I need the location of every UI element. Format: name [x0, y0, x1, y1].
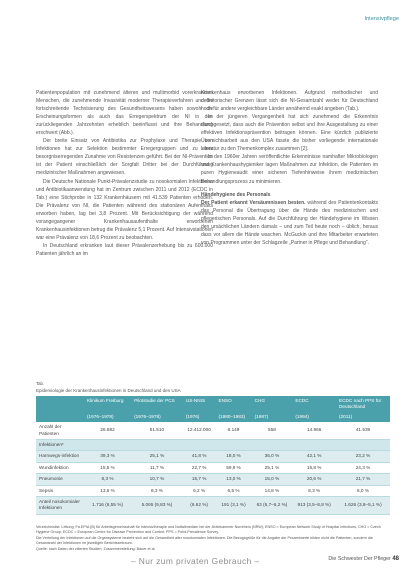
lead-in: Der Patient erkannt Versäumnissen besten.	[201, 199, 306, 206]
table-cell: Anzahl der Patienten	[36, 422, 84, 439]
table-cell: 15,5 %	[84, 462, 131, 473]
table-cell: 6,5 %	[215, 485, 251, 496]
right-text-column	[201, 89, 378, 247]
table-cell: Sepsis	[36, 485, 84, 496]
footnote: Verzeichnislist: Leitung; Fa.EPIA (B) für Arbeitsgemeinschaft für Intensivtherapie und Notfallmedizin bei der Ärztekammer Nordrhein (NRW); ENSO = European Network Study of Hospital Infections; CHG = Czech Hygiene Group; ECDC = European Centre for Disease Prevention and Control; PPS = Point-Prevalence Survey.	[36, 525, 381, 535]
paragraph: Der breite Einsatz von Antibiotika zur Prophylaxe und Therapie von Infektionen hat zur Selektion bestimmter Erregergruppen und zu einer besorgniserregenden Zunahme von Resistenzen geführt. Bei der NI-Prävention ist der Patient einschließlich der Sorgfalt Dritter bei der Durchführung medizinischer Maßnahmen angewiesen.	[36, 138, 213, 177]
left-text-column	[36, 89, 213, 258]
table-cell: 42,1 %	[292, 451, 336, 462]
table-cell: 1.716 (6,55 %)	[84, 497, 131, 515]
table-subheader-row	[36, 413, 390, 422]
table-header-cell: Klinikum Freiburg	[84, 396, 131, 413]
paragraph	[201, 199, 378, 247]
table-header-cell: ECDC nach PPS für Deutschland	[336, 396, 390, 413]
table-cell: 39,3 %	[84, 451, 131, 462]
table-cell: 36,0 %	[252, 451, 293, 462]
table-cell: Harnwegs-infektion	[36, 451, 84, 462]
table-label: Tab.	[36, 381, 45, 386]
paragraph: In Deutschland erkranken laut dieser Prävalenzerhebung bis zu 600.000 Patienten jährlich an im	[36, 242, 213, 257]
table-cell: 12.412.000	[183, 422, 216, 439]
table-header-cell	[36, 396, 84, 413]
table-cell: (6.62 %)	[183, 497, 216, 515]
table-header-cell: CHG	[252, 396, 293, 413]
table-header-cell: Pilotstudie der PCS	[131, 396, 183, 413]
table-cell: 15,8 %	[292, 462, 336, 473]
table-cell: 191 (3,1 %)	[215, 497, 251, 515]
table-cell: 6.149	[215, 422, 251, 439]
table-cell: Wundinfektion	[36, 462, 84, 473]
table-cell: 22,7 %	[183, 462, 216, 473]
table-header-cell: (1980–1983)	[215, 413, 251, 422]
table-cell: 21,7 %	[336, 474, 390, 485]
paragraph: Die Deutsche Nationale Punkt-Prävalenzstudie zu nosokomialen Infektionen und Antibiotikaanwendung hat im Zentrum zwischen 2011 und 2012 (ECDC in Tab.) eine Stichprobe in 132 Krankenhäusern mit 41.539 Patienten erhoben. Die Prävalenz von NI, die Patienten während des stationären Aufenthalts erworben haben, lag bei 3,8 Prozent. Mit Berücksichtigung der während vorangegangener Krankenhausaufenthalte erworbenen Krankenhausinfektionen betrug die Prävalenz 5,1 Prozent. Auf Intensivstationen war eine Prävalenz von 18,6 Prozent zu beobachten.	[36, 178, 213, 241]
table-cell: 15,7 %	[183, 474, 216, 485]
table-cell: 15,0 %	[252, 474, 293, 485]
table-cell: 25,1 %	[252, 462, 293, 473]
table-cell: 51.510	[131, 422, 183, 439]
paragraph: Patientenpopulation mit zunehmend älteren und multimorbid vorerkrankten Menschen, die zunehmende Invasivität moderner Therapieverfahren und die fortschreitende Technisierung des Gesundheitswesens haben sowohl die Erscheinungsformen als auch das Erregerspektrum der NI in den zurückliegenden Jahrzehnten erheblich beeinflusst und ihre Behandlung erschwert (Abb.).	[36, 90, 213, 137]
table-cell: 63 (6,7–6,2 %)	[252, 497, 293, 515]
table-header-cell	[36, 413, 84, 422]
paragraph: Krankenhaus erworbenen Infektionen. Aufgrund methodischer und definitorischer Grenzen lässt sich die NI-Gesamtzahl weder für Deutschland noch für andere vergleichbare Länder annähernd exakt angeben (Tab.).	[201, 90, 378, 113]
table-cell: 13,6 %	[84, 485, 131, 496]
table-cell: 41.539	[336, 422, 390, 439]
table-cell: 8,3 %	[292, 485, 336, 496]
page-footer	[328, 556, 399, 562]
table-cell: 1.626 (3,8–5,1 %)	[336, 497, 390, 515]
paragraph-body: während des Patientenkontakts das Personal die Übertragung über die Hände des medizinischen und pflegerischen Personals. Auf die Durchführung der Händehygiene im Wissen den ursächlichen Ländern damals – und zum Teil heute noch – üblich, heraus dass vor allem die Hände waschen. McGuckin und ihre Mitarbeiter erwarteten von Programmen unter der Schlagzeile „Partner in Pflege und Behandlung“.	[201, 199, 379, 246]
table-cell: 6,2 %	[183, 485, 216, 496]
table-cell: 25,1 %	[131, 451, 183, 462]
table-cell: 14,8 %	[252, 485, 293, 496]
table-cell: 23,2 %	[336, 451, 390, 462]
table-header-cell: US-NNIS	[183, 396, 216, 413]
table-cell: 913 (3,5–8,8 %)	[292, 497, 336, 515]
table-title: Epidemiologie der Krankenhausinfektionen in Deutschland und den USA	[36, 388, 181, 393]
table-section-row	[36, 440, 390, 451]
table-cell: 20,6 %	[292, 474, 336, 485]
table-row	[36, 422, 390, 439]
watermark: – Nur zum privaten Gebrauch –	[131, 556, 260, 566]
table-footnotes	[36, 525, 390, 552]
table-header-cell: (1976–1978)	[131, 413, 183, 422]
table-cell: 10,7 %	[131, 474, 183, 485]
table-cell: 8,3 %	[131, 485, 183, 496]
footnote: Quelle: nach Daten der zitierten Studien; Zusammenstellung: Bauer et al.	[36, 546, 156, 551]
table-header-cell: ECDC	[292, 396, 336, 413]
table-cell: 24,3 %	[336, 462, 390, 473]
table-row	[36, 474, 390, 485]
table-header-row	[36, 396, 390, 413]
page-number: 48	[392, 556, 399, 562]
epidemiology-table	[36, 396, 390, 515]
table-header-cell: (1976)	[183, 413, 216, 422]
paragraph: In den 1960er Jahren veröffentlichte Erkenntnisse namhafter Mikrobiologen und Krankenhaushygieniker lagen Maßnahmen zur Infektion, die Patienten im puren Hygieneaudit einer sicheren Tiefenhinweise ihrem medizinischen Behandlungsprozess zu minimieren.	[201, 154, 378, 185]
table-cell: 11,7 %	[131, 462, 183, 473]
paragraph: In der jüngeren Vergangenheit hat sich zunehmend die Erkenntnis durchgesetzt, dass auch die Prävention selbst und ihre Ausgestaltung zu einer effektiven Infektionsprävention beitragen können. Eine kürzlich publizierte Übersichtsarbeit aus den USA fasste die bisher vorliegende internationale Literatur zu den Themenkomplex zusammen [2].	[201, 114, 378, 153]
table-cell: 59,9 %	[215, 462, 251, 473]
table-header-cell: (1987)	[252, 413, 293, 422]
table-row	[36, 497, 390, 515]
table-header-cell: ENSO	[215, 396, 251, 413]
table-cell: 18,0 %	[215, 451, 251, 462]
table-cell: 26.882	[84, 422, 131, 439]
table-row	[36, 485, 390, 496]
table-cell: 13,0 %	[215, 474, 251, 485]
table-row	[36, 451, 390, 462]
table-header-cell: (2011)	[336, 413, 390, 422]
table-header-cell: (1994)	[292, 413, 336, 422]
table-cell: 8,3 %	[84, 474, 131, 485]
table-row	[36, 462, 390, 473]
table-header-cell: (1976–1978)	[84, 413, 131, 422]
table-cell: Anteil nosokomialer Infektionen	[36, 497, 84, 515]
table-cell: 41,8 %	[183, 451, 216, 462]
footnote: Die Verteilung der Infektionen auf die Organsysteme bezieht sich auf die Gesamtheit aller nosokomialen Infektionen. Die Bezugsgröße für die Angabe der Prozentwerte bilden nicht die Patienten, sondern die Gesamtzahl der Infektionen im jeweiligen Berichtszeitraum.	[36, 535, 373, 546]
table-cell: 6,0 %	[336, 485, 390, 496]
table-section-cell: Infektionen*	[36, 440, 390, 451]
section-header: Intensivpflege	[364, 16, 399, 22]
table-cell: 14.966	[292, 422, 336, 439]
table-cell: 5.065 (9,83 %)	[131, 497, 183, 515]
table-cell: Pneumonie	[36, 474, 84, 485]
journal-name: Die Schwester Der Pfleger	[328, 556, 391, 562]
subheading: Händehygiene des Personals	[201, 191, 271, 198]
table-cell: 558	[252, 422, 293, 439]
